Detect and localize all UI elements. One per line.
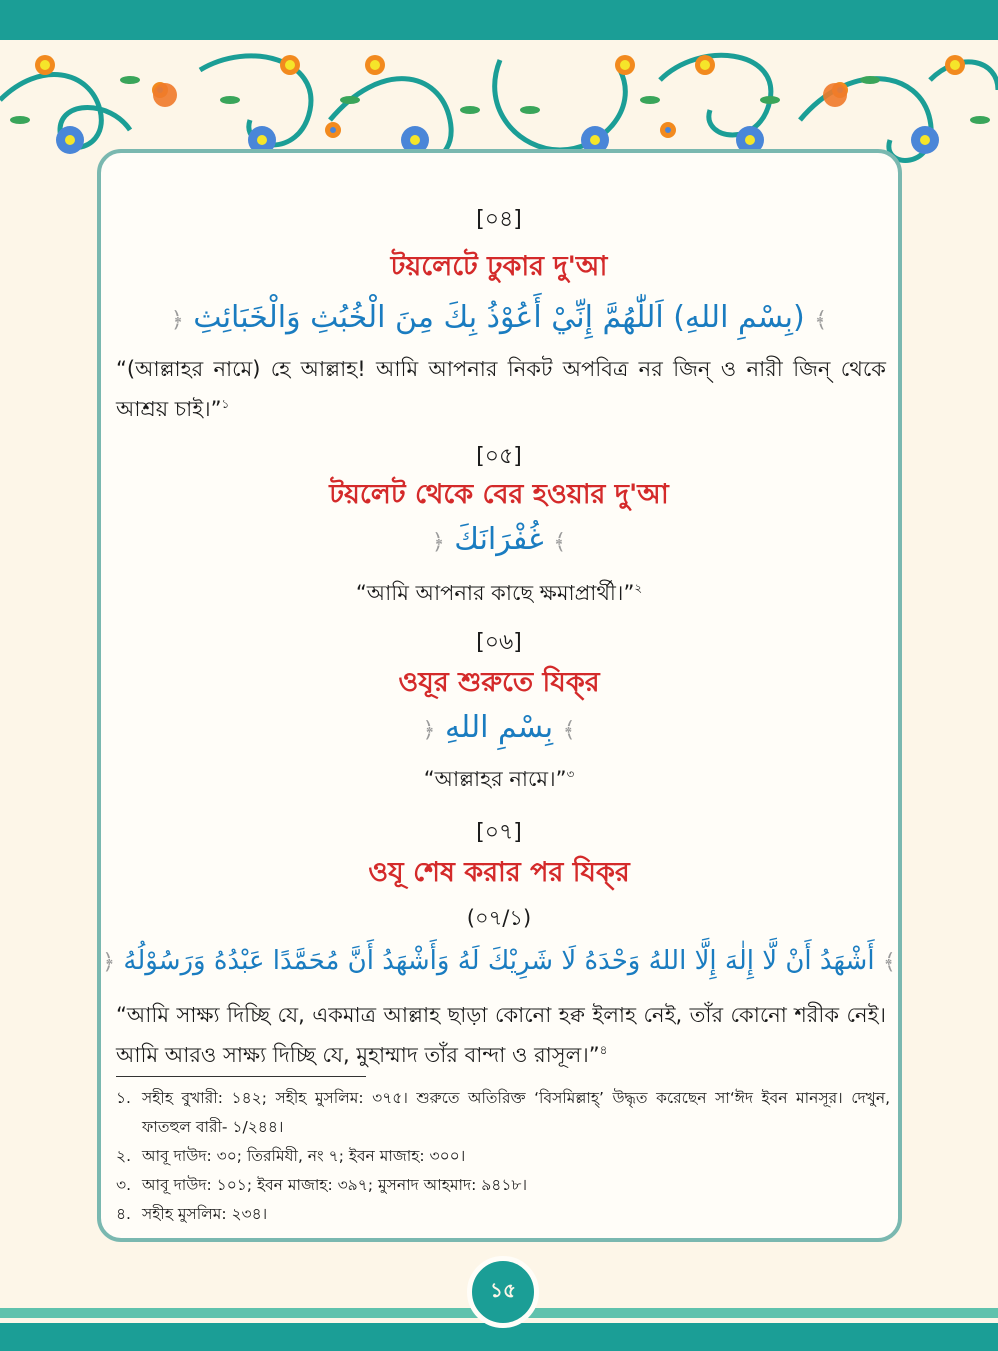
ornament-open: ﴾ xyxy=(562,718,576,743)
footnote-number: ১. xyxy=(116,1089,131,1107)
footnote-number: ৪. xyxy=(116,1205,131,1223)
section-number-07: [০৭] xyxy=(476,820,522,845)
translation-text: “আমি সাক্ষ্য দিচ্ছি যে, একমাত্র আল্লাহ ছাড়া কোনো হক্ব ইলাহ নেই, তাঁর কোনো শরীক নেই। আমি আরও সাক্ষ্য দিচ্ছি যে, মুহাম্মাদ তাঁর বান্দা ও রাসূল।” xyxy=(116,1003,886,1067)
section-number-05: [০৫] xyxy=(476,444,522,469)
footnote-item xyxy=(116,1171,890,1200)
ornament-close: ﴿ xyxy=(170,308,184,333)
footnote-item xyxy=(116,1200,890,1229)
ornament-open: ﴾ xyxy=(882,950,896,975)
footnote-text: সহীহ বুখারী: ১৪২; সহীহ মুসলিম: ৩৭৫। শুরুতে অতিরিক্ত ‘বিসমিল্লাহ্’ উদ্ধৃত করেছেন সা‘ঈদ ইবন মানসূর। দেখুন, ফাতহুল বারী- ১/২৪৪। xyxy=(142,1089,890,1136)
section-title-06: ওযূর শুরুতে যিক্‌র xyxy=(398,667,600,698)
arabic-text: (بِسْمِ اللهِ) اَللّٰهُمَّ إِنِّيْ أَعُوْذُ بِكَ مِنَ الْخُبُثِ وَالْخَبَائِثِ xyxy=(193,300,805,335)
translation-07 xyxy=(116,998,886,1073)
sub-number-07-1: (০৭/১) xyxy=(466,906,532,930)
footnote-item xyxy=(116,1142,890,1171)
translation-text: “আল্লাহর নামে।” xyxy=(423,767,567,791)
page-number: ১৫ xyxy=(467,1256,539,1328)
footnote-ref: ১ xyxy=(221,397,230,411)
footnote-ref: ২ xyxy=(634,581,643,595)
arabic-dua-05 xyxy=(0,522,998,557)
top-header-band xyxy=(0,0,998,40)
translation-text: “(আল্লাহর নামে) হে আল্লাহ! আমি আপনার নিকট অপবিত্র নর জিন্ ও নারী জিন্ থেকে আশ্রয় চাই।” xyxy=(116,357,886,421)
arabic-dua-06 xyxy=(0,710,998,745)
ornament-open: ﴾ xyxy=(553,530,567,555)
section-title-07: ওযূ শেষ করার পর যিক্‌র xyxy=(368,857,630,888)
arabic-text: أَشْهَدُ أَنْ لَّا إِلٰهَ إِلَّا اللهُ وَحْدَهُ لَا شَرِيْكَ لَهُ وَأَشْهَدُ أَنَّ مُحَمَّدًا عَبْدُهُ وَرَسُوْلُهُ xyxy=(123,946,875,976)
arabic-text: غُفْرَانَكَ xyxy=(454,522,544,557)
translation-04 xyxy=(116,352,886,427)
footnote-ref: ৩ xyxy=(566,767,575,781)
section-title-04: টয়লেটে ঢুকার দু'আ xyxy=(390,251,608,282)
footnote-text: সহীহ মুসলিম: ২৩৪। xyxy=(142,1205,268,1223)
footnotes xyxy=(116,1084,890,1229)
footnote-text: আবূ দাউদ: ৩০; তিরমিযী, নং ৭; ইবন মাজাহ: ৩০০। xyxy=(142,1147,466,1165)
arabic-text: بِسْمِ اللهِ xyxy=(444,710,554,745)
footnote-number: ২. xyxy=(116,1147,132,1165)
footnote-text: আবূ দাউদ: ১০১; ইবন মাজাহ: ৩৯৭; মুসনাদ আহমাদ: ৯৪১৮। xyxy=(142,1176,528,1194)
ornament-close: ﴿ xyxy=(422,718,436,743)
ornament-close: ﴿ xyxy=(431,530,445,555)
section-number-06: [০৬] xyxy=(476,630,522,655)
ornament-close: ﴿ xyxy=(102,950,116,975)
footnote-number: ৩. xyxy=(116,1176,132,1194)
arabic-dua-07 xyxy=(0,946,998,976)
section-number-04: [০৪] xyxy=(476,207,522,232)
arabic-dua-04 xyxy=(0,300,998,335)
footnote-ref: ৪ xyxy=(599,1043,608,1057)
translation-06 xyxy=(0,763,998,798)
ornament-open: ﴾ xyxy=(814,308,828,333)
footnote-divider xyxy=(116,1076,366,1077)
translation-text: “আমি আপনার কাছে ক্ষমাপ্রার্থী।” xyxy=(355,581,635,605)
section-title-05: টয়লেট থেকে বের হওয়ার দু'আ xyxy=(329,479,669,510)
footnote-item xyxy=(116,1084,890,1142)
translation-05 xyxy=(0,577,998,612)
